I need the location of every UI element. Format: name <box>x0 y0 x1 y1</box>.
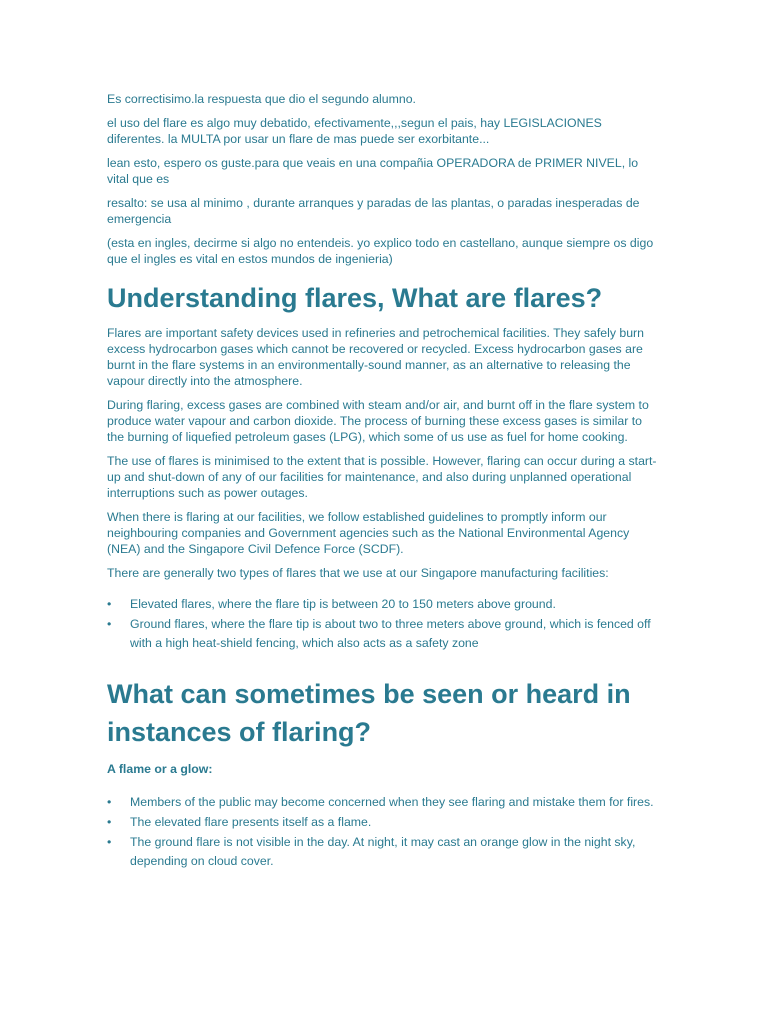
intro-paragraph: resalto: se usa al minimo , durante arranques y paradas de las plantas, o paradas inesperadas de emergencia <box>107 196 640 226</box>
intro-paragraph: el uso del flare es algo muy debatido, efectivamente,,,segun el pais, hay LEGISLACIONES diferentes. la MULTA por usar un flare de mas puede ser exorbitante... <box>107 116 602 146</box>
bullet-icon: • <box>107 795 112 809</box>
section1-paragraph: Flares are important safety devices used in refineries and petrochemical facilities. They safely burn excess hydrocarbon gases which cannot be recovered or recycled. Excess hydrocarbon gases are burnt in the flare systems in an environmentally-sound manner, as an alternative to releasing the vapour directly into the atmosphere. <box>107 326 644 388</box>
list-item-text: Ground flares, where the flare tip is about two to three meters above ground, which is fenced off with a high heat-shield fencing, which also acts as a safety zone <box>130 617 651 650</box>
list-item-text: The ground flare is not visible in the day. At night, it may cast an orange glow in the night sky, depending on cloud cover. <box>130 835 636 868</box>
list-item <box>107 813 662 832</box>
list-item <box>107 793 662 812</box>
intro-paragraph: (esta en ingles, decirme si algo no entendeis. yo explico todo en castellano, aunque siempre os digo que el ingles es vital en estos mundos de ingenieria) <box>107 236 654 266</box>
section1-paragraph: During flaring, excess gases are combined with steam and/or air, and burnt off in the flare system to produce water vapour and carbon dioxide. The process of burning these excess gases is similar to the burning of liquefied petroleum gases (LPG), which some of us use as fuel for home cooking. <box>107 398 649 444</box>
list-item <box>107 595 662 614</box>
section1-paragraph: When there is flaring at our facilities, we follow established guidelines to promptly inform our neighbouring companies and Government agencies such as the National Environmental Agency (NEA) and the Singapore Civil Defence Force (SCDF). <box>107 510 630 556</box>
intro-paragraph: lean esto, espero os guste.para que veais en una compañia OPERADORA de PRIMER NIVEL, lo vital que es <box>107 156 639 186</box>
section1-paragraph: The use of flares is minimised to the extent that is possible. However, flaring can occur during a start-up and shut-down of any of our facilities for maintenance, and also during unplanned operational interruptions such as power outages. <box>107 454 657 500</box>
list-item-text: Members of the public may become concerned when they see flaring and mistake them for fires. <box>130 795 654 809</box>
list-item-text: Elevated flares, where the flare tip is between 20 to 150 meters above ground. <box>130 597 556 611</box>
list-item <box>107 615 662 653</box>
section-heading-understanding-flares: Understanding flares, What are flares? <box>107 283 603 313</box>
list-item <box>107 833 662 871</box>
section1-paragraph: There are generally two types of flares that we use at our Singapore manufacturing facilities: <box>107 566 609 580</box>
section-heading-seen-or-heard: What can sometimes be seen or heard in instances of flaring? <box>107 679 631 747</box>
bullet-icon: • <box>107 597 112 611</box>
flame-glow-list <box>107 793 662 871</box>
subheading-flame-or-glow: A flame or a glow: <box>107 762 213 776</box>
bullet-icon: • <box>107 617 112 631</box>
intro-paragraph: Es correctisimo.la respuesta que dio el segundo alumno. <box>107 92 416 106</box>
bullet-icon: • <box>107 815 112 829</box>
list-item-text: The elevated flare presents itself as a flame. <box>130 815 372 829</box>
bullet-icon: • <box>107 835 112 849</box>
flare-types-list <box>107 595 662 653</box>
